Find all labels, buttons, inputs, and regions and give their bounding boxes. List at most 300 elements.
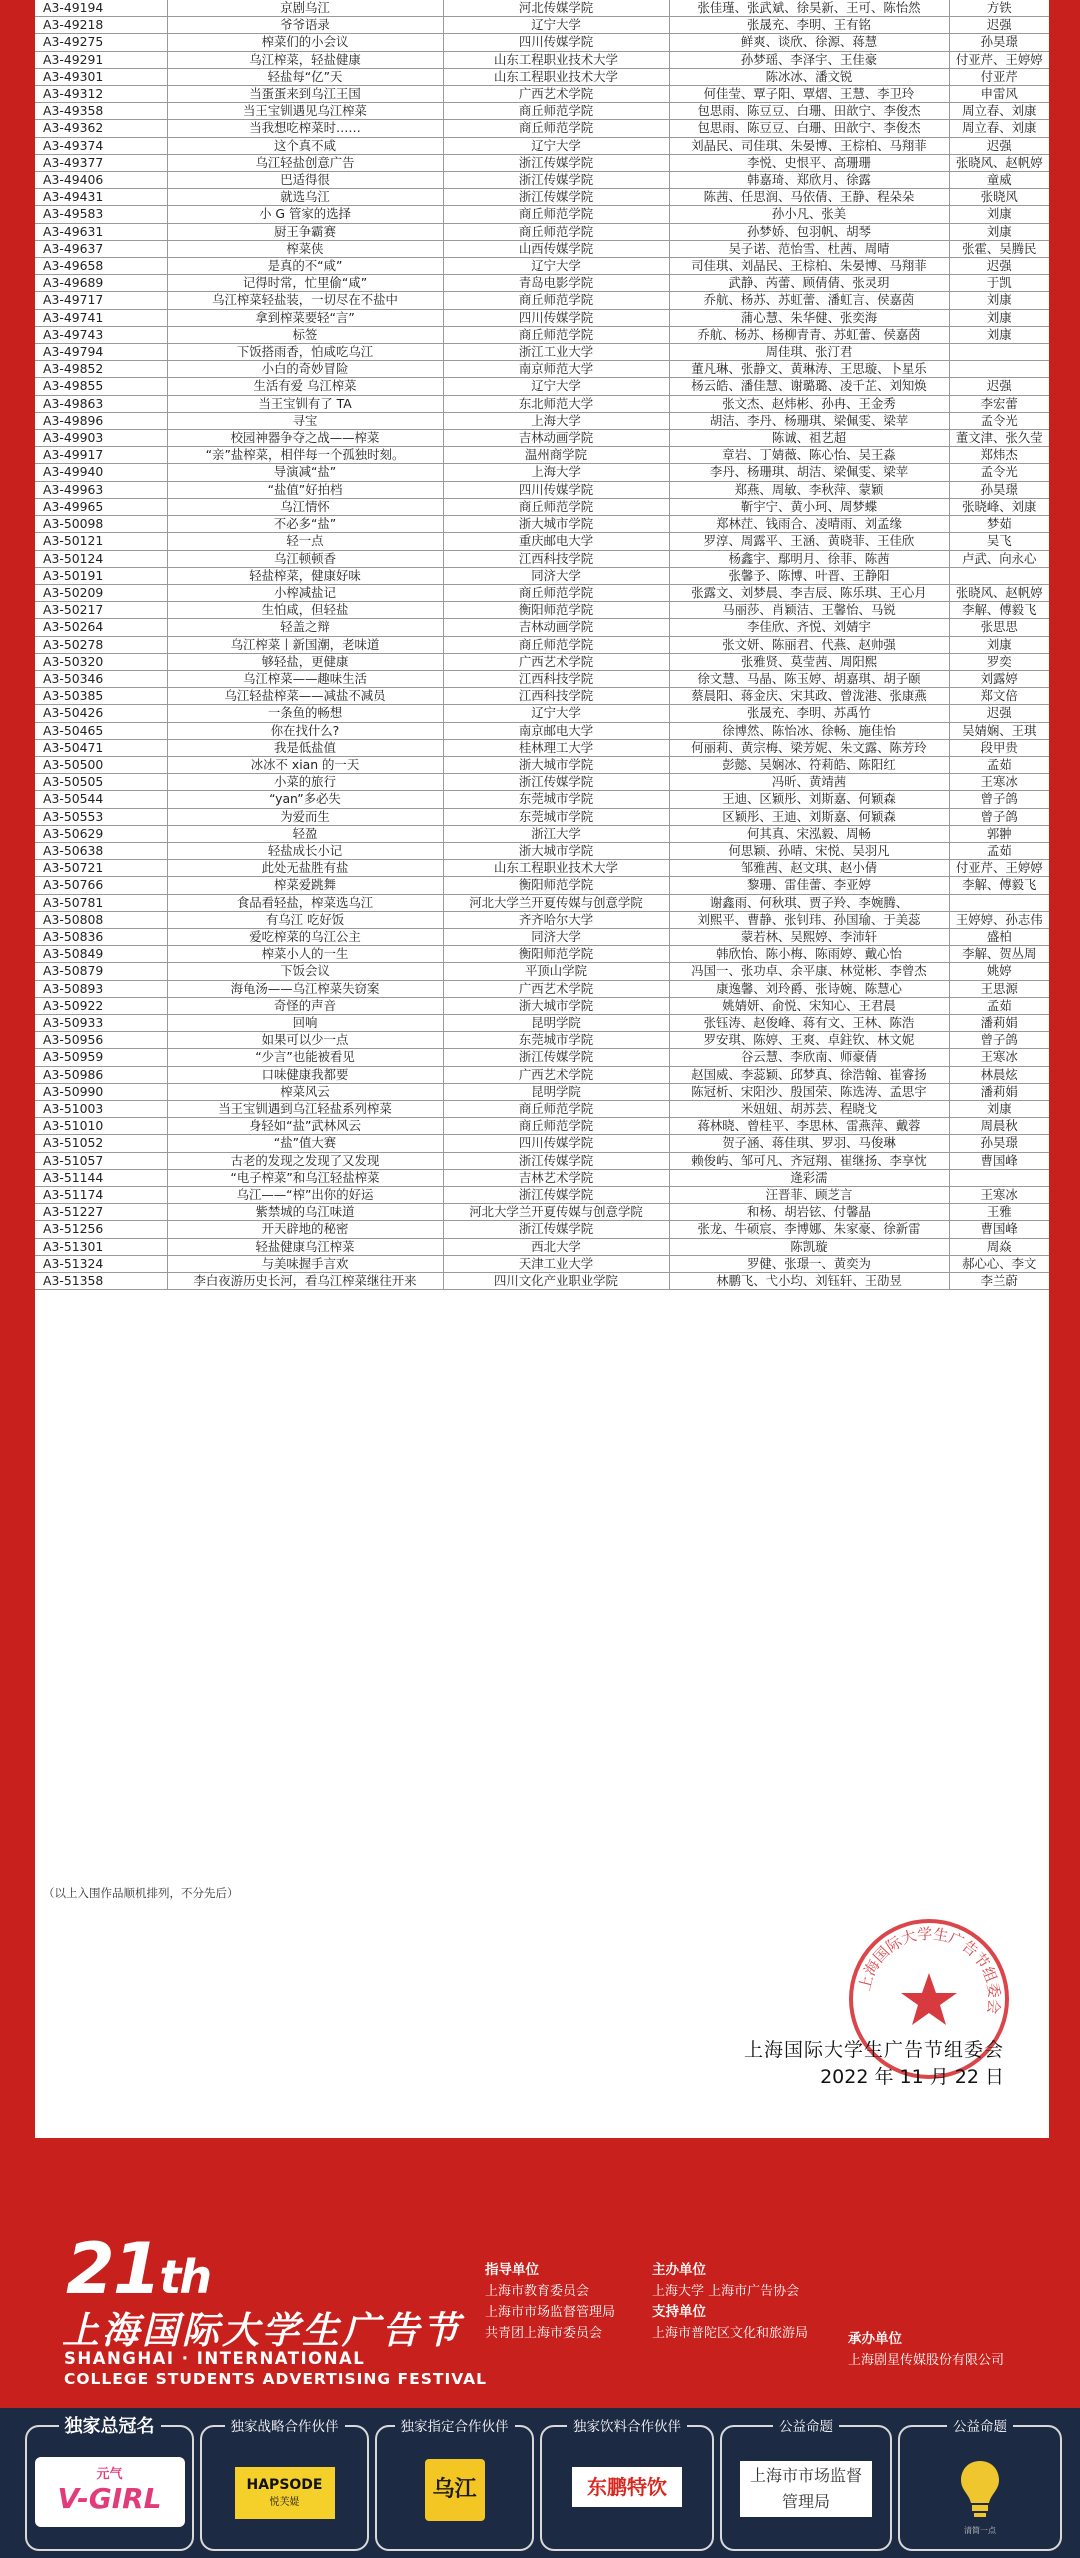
entry-id: A3-50465 [35, 722, 167, 739]
entry-school: 广西艺术学院 [443, 980, 669, 997]
entry-authors: 冯国一、张功卓、余平康、林觉彬、李曾杰 [669, 963, 949, 980]
entry-advisor: 王寒冰 [949, 1187, 1049, 1204]
table-row [35, 842, 1049, 859]
entry-title: 轻盖之辩 [167, 619, 443, 636]
entry-authors: 郑林茳、钱雨合、凌晴雨、刘孟缘 [669, 516, 949, 533]
entry-advisor: 李解、傅毅飞 [949, 602, 1049, 619]
entry-title: “亲”盐榨菜，相伴每一个孤独时刻。 [167, 447, 443, 464]
table-row [35, 120, 1049, 137]
entry-authors: 陈诚、祖艺超 [669, 430, 949, 447]
entry-id: A3-51057 [35, 1152, 167, 1169]
entry-advisor: 付亚芹 [949, 68, 1049, 85]
entry-id: A3-50893 [35, 980, 167, 997]
entry-advisor: 张霍、吴腾民 [949, 240, 1049, 257]
table-row [35, 516, 1049, 533]
entry-advisor: 曹国峰 [949, 1152, 1049, 1169]
entry-title: 榨菜们的小会议 [167, 34, 443, 51]
entry-title: 一条鱼的畅想 [167, 705, 443, 722]
entry-school: 辽宁大学 [443, 258, 669, 275]
entry-title: 紫禁城的乌江味道 [167, 1204, 443, 1221]
entry-id: A3-49194 [35, 0, 167, 17]
entry-advisor [949, 894, 1049, 911]
sponsor-public-1: 公益命题 上海市市场监督管理局 [720, 2425, 892, 2551]
entry-id: A3-50986 [35, 1066, 167, 1083]
entry-school: 浙江传媒学院 [443, 774, 669, 791]
entry-id: A3-49637 [35, 240, 167, 257]
table-row [35, 602, 1049, 619]
entry-authors: 何佳莹、覃子阳、覃熠、王慧、李卫玲 [669, 86, 949, 103]
festival-edition: 21th [66, 2228, 211, 2310]
entry-title: 榨菜侠 [167, 240, 443, 257]
entry-title: 轻盐榨菜，健康好味 [167, 567, 443, 584]
entry-authors: 米妞妞、胡苏芸、程晓戈 [669, 1101, 949, 1118]
entry-advisor: 王寒冰 [949, 774, 1049, 791]
table-row [35, 928, 1049, 945]
festival-name-en-1: SHANGHAI · INTERNATIONAL [64, 2349, 366, 2368]
table-row [35, 1273, 1049, 1290]
ordering-note: （以上入围作品顺机排列，不分先后） [43, 1886, 239, 1900]
entry-id: A3-50209 [35, 584, 167, 601]
table-row [35, 1049, 1049, 1066]
table-row [35, 103, 1049, 120]
entry-title: 海龟汤——乌江榨菜失窃案 [167, 980, 443, 997]
table-row [35, 1032, 1049, 1049]
entry-title: 小菜的旅行 [167, 774, 443, 791]
entry-id: A3-49794 [35, 344, 167, 361]
entry-advisor: 周立春、刘康 [949, 120, 1049, 137]
entry-id: A3-51301 [35, 1238, 167, 1255]
entry-authors: 蒋林晓、曾桂平、李思林、雷燕萍、戴蓉 [669, 1118, 949, 1135]
entry-title: 乌江榨菜轻盐装，一切尽在不盐中 [167, 292, 443, 309]
entry-authors: 武静、芮蕾、顾倩倩、张灵玥 [669, 275, 949, 292]
entry-id: A3-49291 [35, 51, 167, 68]
entry-school: 河北传媒学院 [443, 0, 669, 17]
entry-authors: 陈茜、任思润、马依倩、王静、程朵朵 [669, 189, 949, 206]
entry-id: A3-50959 [35, 1049, 167, 1066]
entry-authors: 谷云慧、李欣南、师豪倩 [669, 1049, 949, 1066]
entry-school: 江西科技学院 [443, 670, 669, 687]
entry-id: A3-50320 [35, 653, 167, 670]
entry-id: A3-50808 [35, 911, 167, 928]
table-row [35, 653, 1049, 670]
entry-id: A3-51144 [35, 1169, 167, 1186]
table-row [35, 464, 1049, 481]
table-row [35, 670, 1049, 687]
entry-id: A3-50346 [35, 670, 167, 687]
entry-title: 乌江轻盐创意广告 [167, 154, 443, 171]
entry-advisor: 刘康 [949, 636, 1049, 653]
entry-title: 李白夜游历史长河，看乌江榨菜继往开来 [167, 1273, 443, 1290]
entry-school: 浙江传媒学院 [443, 1187, 669, 1204]
entry-title: 与美味握手言欢 [167, 1255, 443, 1272]
entry-advisor: 段甲贵 [949, 739, 1049, 756]
entry-title: 标签 [167, 326, 443, 343]
entry-authors: 蒙若林、吴熙婷、李沛轩 [669, 928, 949, 945]
table-row [35, 378, 1049, 395]
entry-id: A3-49658 [35, 258, 167, 275]
entry-advisor: 周立春、刘康 [949, 103, 1049, 120]
vgirl-logo: 元气 V-GIRL [35, 2457, 185, 2527]
entry-title: 当王宝钏遇到乌江轻盐系列榨菜 [167, 1101, 443, 1118]
entry-title: 轻盈 [167, 825, 443, 842]
entry-title: 小白的奇妙冒险 [167, 361, 443, 378]
entry-authors: 张露文、刘梦晨、李吉辰、陈乐琪、王心月 [669, 584, 949, 601]
table-row [35, 894, 1049, 911]
entry-authors: 杨鑫宇、鄢明月、徐菲、陈茜 [669, 550, 949, 567]
entry-advisor: 刘康 [949, 1101, 1049, 1118]
finalist-table [35, 0, 1049, 1290]
entry-school: 四川传媒学院 [443, 481, 669, 498]
entry-advisor: 迟强 [949, 17, 1049, 34]
entry-advisor: 罗奕 [949, 653, 1049, 670]
entry-school: 商丘师范学院 [443, 326, 669, 343]
entry-school: 重庆邮电大学 [443, 533, 669, 550]
entry-advisor: 王思源 [949, 980, 1049, 997]
festival-name-cn: 上海国际大学生广告节 [62, 2309, 462, 2352]
table-row [35, 1187, 1049, 1204]
entry-school: 商丘师范学院 [443, 206, 669, 223]
entry-school: 河北大学兰开夏传媒与创意学院 [443, 1204, 669, 1221]
entry-authors: 冯昕、黄靖茜 [669, 774, 949, 791]
entry-id: A3-50385 [35, 688, 167, 705]
entry-authors: 李佳欣、齐悦、刘婧宇 [669, 619, 949, 636]
entry-school: 商丘师范学院 [443, 1101, 669, 1118]
entry-id: A3-49218 [35, 17, 167, 34]
entry-title: 乌江——“榨”出你的好运 [167, 1187, 443, 1204]
sponsor-title: 独家总冠名 元气 V-GIRL [25, 2425, 194, 2551]
entry-title: 当蛋蛋来到乌江王国 [167, 86, 443, 103]
entry-title: 如果可以少一点 [167, 1032, 443, 1049]
lightbulb-icon: 清简一点 [957, 2457, 1003, 2521]
entry-school: 东北师范大学 [443, 395, 669, 412]
table-row [35, 1014, 1049, 1031]
entry-authors: 吴子诺、范怡雪、杜茜、周晴 [669, 240, 949, 257]
entry-id: A3-50500 [35, 756, 167, 773]
entry-title: 记得时常，忙里偷“咸” [167, 275, 443, 292]
entry-title: 拿到榨菜要轻“言” [167, 309, 443, 326]
entry-advisor: 曾子鸽 [949, 808, 1049, 825]
entry-advisor: 迟强 [949, 378, 1049, 395]
entry-authors: 谢鑫雨、何秋琪、贾子羚、李婉腾、 [669, 894, 949, 911]
entry-title: 当王宝钏遇见乌江榨菜 [167, 103, 443, 120]
entry-school: 广西艺术学院 [443, 653, 669, 670]
entry-title: 厨王争霸赛 [167, 223, 443, 240]
entry-id: A3-49863 [35, 395, 167, 412]
table-row [35, 550, 1049, 567]
entry-id: A3-50505 [35, 774, 167, 791]
entry-authors: 陈凯璇 [669, 1238, 949, 1255]
entry-school: 商丘师范学院 [443, 1118, 669, 1135]
sponsor-designated: 独家指定合作伙伴 乌江 [375, 2425, 534, 2551]
entry-school: 浙江传媒学院 [443, 172, 669, 189]
entry-advisor: 盛柏 [949, 928, 1049, 945]
entry-title: “yan”多必失 [167, 791, 443, 808]
seal-text: 上海国际大学生广告节组委会 [855, 1924, 1004, 2016]
table-row [35, 963, 1049, 980]
entry-title: 乌江情怀 [167, 498, 443, 515]
entry-advisor: 郭翀 [949, 825, 1049, 842]
entry-title: “少言”也能被看见 [167, 1049, 443, 1066]
entry-id: A3-50471 [35, 739, 167, 756]
entry-id: A3-49965 [35, 498, 167, 515]
entry-id: A3-51174 [35, 1187, 167, 1204]
entry-title: 冰冰不 xian 的一天 [167, 756, 443, 773]
entry-id: A3-50879 [35, 963, 167, 980]
entry-advisor: 周焱 [949, 1238, 1049, 1255]
entry-advisor: 郝心心、李文 [949, 1255, 1049, 1272]
table-row [35, 206, 1049, 223]
entry-authors: 区颖彤、王迪、刘斯嘉、何颖森 [669, 808, 949, 825]
entry-title: 当王宝钏有了 TA [167, 395, 443, 412]
entry-authors: 张雅贤、莫莹茜、周阳熙 [669, 653, 949, 670]
entry-advisor: 王雅 [949, 1204, 1049, 1221]
entry-authors: 赵国威、李蕊颖、邱梦真、徐浩翰、崔睿扬 [669, 1066, 949, 1083]
entry-title: “盐值”好拍档 [167, 481, 443, 498]
sponsor-strategic: 独家战略合作伙伴 HAPSODE 悦芙媞 [200, 2425, 369, 2551]
entry-title: 此处无盐胜有盐 [167, 860, 443, 877]
entry-title: 轻盐每“亿”天 [167, 68, 443, 85]
entry-authors: 孙梦娇、包羽帆、胡琴 [669, 223, 949, 240]
entry-school: 山东工程职业技术大学 [443, 860, 669, 877]
entry-id: A3-49903 [35, 430, 167, 447]
entry-school: 浙江大学 [443, 825, 669, 842]
entry-title: 下饭搭雨香，怕咸吃乌江 [167, 344, 443, 361]
entry-id: A3-49312 [35, 86, 167, 103]
entry-authors: 刘晶民、司佳琪、朱晏博、王棕柏、马翔菲 [669, 137, 949, 154]
entry-title: 乌江轻盐榨菜——减盐不减员 [167, 688, 443, 705]
entry-authors: 张钰涛、赵俊峰、蒋有文、王林、陈浩 [669, 1014, 949, 1031]
table-row [35, 980, 1049, 997]
entry-authors: 董凡琳、张静文、黄琳涛、王思璇、卜星乐 [669, 361, 949, 378]
table-row [35, 292, 1049, 309]
table-row [35, 1204, 1049, 1221]
entry-advisor: 孙昊璟 [949, 34, 1049, 51]
entry-authors: 姚婧妍、俞悦、宋知心、王君晨 [669, 997, 949, 1014]
entry-id: A3-49940 [35, 464, 167, 481]
entry-id: A3-50217 [35, 602, 167, 619]
entry-school: 四川传媒学院 [443, 1135, 669, 1152]
entry-title: 乌江榨菜丨新国潮，老味道 [167, 636, 443, 653]
entry-authors: 贺子涵、蒋佳琪、罗羽、马俊琳 [669, 1135, 949, 1152]
entry-authors: 孙梦瑶、李泽宇、王佳豪 [669, 51, 949, 68]
entry-school: 商丘师范学院 [443, 223, 669, 240]
table-row [35, 1169, 1049, 1186]
entry-title: 你在找什么? [167, 722, 443, 739]
entry-school: 桂林理工大学 [443, 739, 669, 756]
entry-advisor: 迟强 [949, 258, 1049, 275]
entry-title: 奇怪的声音 [167, 997, 443, 1014]
entry-id: A3-50849 [35, 946, 167, 963]
entry-school: 齐齐哈尔大学 [443, 911, 669, 928]
entry-id: A3-50278 [35, 636, 167, 653]
entry-school: 四川传媒学院 [443, 309, 669, 326]
star-icon [901, 1973, 957, 2025]
entry-school: 浙江传媒学院 [443, 1152, 669, 1169]
entry-id: A3-51052 [35, 1135, 167, 1152]
entry-title: “电子榨菜”和乌江轻盐榨菜 [167, 1169, 443, 1186]
table-row [35, 447, 1049, 464]
hapsode-logo: HAPSODE 悦芙媞 [235, 2467, 335, 2519]
entry-school: 浙大城市学院 [443, 842, 669, 859]
entry-id: A3-50766 [35, 877, 167, 894]
table-row [35, 1152, 1049, 1169]
table-row [35, 860, 1049, 877]
table-row [35, 258, 1049, 275]
entry-advisor [949, 567, 1049, 584]
table-row [35, 825, 1049, 842]
table-row [35, 1101, 1049, 1118]
entry-authors: 林鹏飞、弋小均、刘钰轩、王劭昱 [669, 1273, 949, 1290]
table-row [35, 636, 1049, 653]
entry-authors: 李悦、史恨平、高珊珊 [669, 154, 949, 171]
table-row [35, 946, 1049, 963]
table-row [35, 1083, 1049, 1100]
table-row [35, 1238, 1049, 1255]
entry-id: A3-50124 [35, 550, 167, 567]
entry-advisor: 张思思 [949, 619, 1049, 636]
signature-block [744, 2037, 1004, 2091]
entry-advisor: 张晓峰、刘康 [949, 498, 1049, 515]
entry-id: A3-50098 [35, 516, 167, 533]
entry-school: 浙江传媒学院 [443, 1221, 669, 1238]
entry-authors: 张晟充、李明、苏禹竹 [669, 705, 949, 722]
entry-authors: 张晟充、李明、王有铭 [669, 17, 949, 34]
entry-school: 东莞城市学院 [443, 791, 669, 808]
table-row [35, 430, 1049, 447]
entry-authors: 韩欣怡、陈小梅、陈雨婷、戴心怡 [669, 946, 949, 963]
table-row [35, 68, 1049, 85]
entry-authors: 张文杰、赵炜彬、孙冉、王金秀 [669, 395, 949, 412]
entry-id: A3-49717 [35, 292, 167, 309]
entry-id: A3-49855 [35, 378, 167, 395]
entry-advisor: 曾子鸽 [949, 791, 1049, 808]
entry-title: 生怕咸，但轻盐 [167, 602, 443, 619]
table-row [35, 584, 1049, 601]
entry-title: 小 G 管家的选择 [167, 206, 443, 223]
entry-title: 寻宝 [167, 412, 443, 429]
entry-title: 有乌江 吃好饭 [167, 911, 443, 928]
table-row [35, 17, 1049, 34]
entry-advisor: 曹国峰 [949, 1221, 1049, 1238]
entry-id: A3-49583 [35, 206, 167, 223]
organizer-units: 承办单位 上海剧星传媒股份有限公司 [848, 2331, 1005, 2368]
entry-advisor: 曾子鸽 [949, 1032, 1049, 1049]
entry-advisor: 孟茹 [949, 997, 1049, 1014]
entry-title: 小榨减盐记 [167, 584, 443, 601]
entry-authors: 司佳琪、刘晶民、王棕柏、朱晏博、马翔菲 [669, 258, 949, 275]
entry-advisor [949, 344, 1049, 361]
entry-advisor: 刘露婷 [949, 670, 1049, 687]
dongpeng-logo: 东鹏特饮 [572, 2467, 682, 2507]
entry-authors: 刘熙平、曹静、张钊玮、孙国瑜、于美蕊 [669, 911, 949, 928]
sponsor-beverage: 独家饮料合作伙伴 东鹏特饮 [540, 2425, 714, 2551]
entry-authors: 邹雅茜、赵文琪、赵小倩 [669, 860, 949, 877]
entry-advisor: 张晓风、赵帆婷 [949, 154, 1049, 171]
entry-title: 巴适得很 [167, 172, 443, 189]
entry-advisor: 李解、贺丛周 [949, 946, 1049, 963]
market-regulation-logo: 上海市市场监督管理局 [740, 2461, 872, 2517]
entry-authors: 罗淳、周露平、王涵、黄晓菲、王佳欣 [669, 533, 949, 550]
entry-school: 商丘师范学院 [443, 120, 669, 137]
results-sheet [35, 0, 1049, 2138]
entry-id: A3-50990 [35, 1083, 167, 1100]
entry-id: A3-50426 [35, 705, 167, 722]
entry-school: 浙江传媒学院 [443, 1049, 669, 1066]
table-row [35, 877, 1049, 894]
entry-school: 昆明学院 [443, 1014, 669, 1031]
entry-school: 商丘师范学院 [443, 498, 669, 515]
entry-title: 为爱而生 [167, 808, 443, 825]
entry-authors: 和杨、胡岩铉、付馨晶 [669, 1204, 949, 1221]
entry-advisor: 梦茹 [949, 516, 1049, 533]
entry-advisor: 潘莉娟 [949, 1014, 1049, 1031]
table-row [35, 533, 1049, 550]
entry-authors: 何丽莉、黄宗梅、梁芳妮、朱文露、陈芳玲 [669, 739, 949, 756]
entry-authors: 何思颖、孙晴、宋悦、吴羽凡 [669, 842, 949, 859]
table-row [35, 189, 1049, 206]
entry-id: A3-49963 [35, 481, 167, 498]
entry-title: 不必多“盐” [167, 516, 443, 533]
entry-authors: 章岩、丁婧薇、陈心怡、吴王淼 [669, 447, 949, 464]
entry-id: A3-51324 [35, 1255, 167, 1272]
entry-advisor: 付亚芹、王婷婷 [949, 860, 1049, 877]
entry-school: 广西艺术学院 [443, 86, 669, 103]
table-row [35, 395, 1049, 412]
entry-advisor: 申雷风 [949, 86, 1049, 103]
entry-school: 西北大学 [443, 1238, 669, 1255]
wujiang-logo: 乌江 [425, 2459, 485, 2521]
sponsor-public-2: 公益命题 清简一点 [898, 2425, 1062, 2551]
entry-title: 身轻如“盐”武林风云 [167, 1118, 443, 1135]
entry-title: 轻一点 [167, 533, 443, 550]
entry-advisor: 孟令光 [949, 464, 1049, 481]
entry-advisor: 付亚芹、王婷婷 [949, 51, 1049, 68]
table-row [35, 137, 1049, 154]
entry-advisor: 孟茹 [949, 842, 1049, 859]
entry-advisor: 董文津、张久莹 [949, 430, 1049, 447]
entry-title: 就选乌江 [167, 189, 443, 206]
entry-school: 衡阳师范学院 [443, 946, 669, 963]
entry-authors: 蔡晨阳、蒋金庆、宋其政、曾泷港、张康燕 [669, 688, 949, 705]
entry-id: A3-51003 [35, 1101, 167, 1118]
table-row [35, 1118, 1049, 1135]
entry-school: 昆明学院 [443, 1083, 669, 1100]
table-row [35, 997, 1049, 1014]
table-row [35, 34, 1049, 51]
entry-school: 东莞城市学院 [443, 808, 669, 825]
entry-advisor: 林晨炫 [949, 1066, 1049, 1083]
table-row [35, 361, 1049, 378]
entry-id: A3-50721 [35, 860, 167, 877]
entry-school: 吉林动画学院 [443, 430, 669, 447]
entry-school: 上海大学 [443, 412, 669, 429]
entry-title: 口味健康我都要 [167, 1066, 443, 1083]
entry-authors: 杨云皓、潘佳慧、谢璐璐、凌千芷、刘知焕 [669, 378, 949, 395]
table-row [35, 344, 1049, 361]
entry-advisor: 吴飞 [949, 533, 1049, 550]
entry-id: A3-49852 [35, 361, 167, 378]
support-units: 支持单位 上海市普陀区文化和旅游局 [652, 2304, 809, 2341]
entry-authors: 罗安琪、陈婷、王爽、卓鉒钦、林文妮 [669, 1032, 949, 1049]
entry-school: 浙江工业大学 [443, 344, 669, 361]
entry-advisor: 郑炜杰 [949, 447, 1049, 464]
entry-advisor: 孟茹 [949, 756, 1049, 773]
entry-title: 榨菜风云 [167, 1083, 443, 1100]
entry-authors: 郑燕、周敏、李秋萍、蒙颖 [669, 481, 949, 498]
entry-title: 爱吃榨菜的乌江公主 [167, 928, 443, 945]
table-row [35, 774, 1049, 791]
entry-id: A3-49406 [35, 172, 167, 189]
